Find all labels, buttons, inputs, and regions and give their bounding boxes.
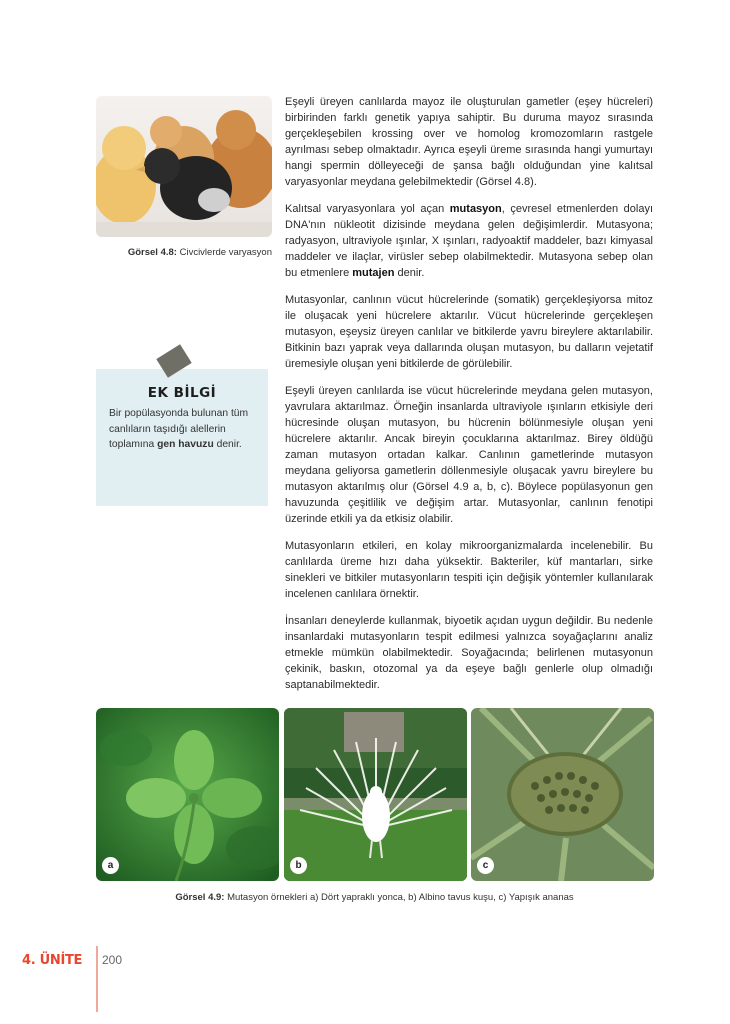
gen-havuzu-term: gen havuzu — [157, 439, 214, 450]
info-box-text: Bir popülasyonda bulunan tüm canlıların taşıdığı alellerin toplamına gen havuzu denir. — [109, 408, 249, 450]
four-leaf-clover-photo — [96, 708, 279, 881]
chicks-photo — [96, 96, 272, 237]
unit-label: 4. ÜNİTE — [22, 953, 83, 968]
badge-c: c — [477, 857, 494, 874]
paragraph: Mutasyonlar, canlının vücut hücrelerinde (somatik) gerçekleşiyorsa mitoz ile oluşacak yeni hücrelere aktarılır. Vücut hücrelerinde gerçekleşen mutasyon, eşeysiz üreyen canlılar ve bitkilerde yavru bireylere aktarılabilir. Bitkinin bazı yaprak veya dallarında oluşan mutasyon, bu dalların vejetatif üremesiyle oluşan yeni bitkilerde de görülebilir. — [285, 294, 653, 370]
paragraph: Kalıtsal varyasyonlara yol açan mutasyon, çevresel etmenlerden dolayı DNA'nın nükleotit dizisinde meydana gelen değişimlerdir. Mutasyona; radyasyon, ultraviyole ışınlar, X ışınları, radyoaktif maddeler, bazı kimyasal maddeler ve ilaçlar, virüsler sebep olabilmektedir. Mutasyona sebep olan bu etmenlere mutajen denir. — [285, 203, 654, 279]
paragraph: Eşeyli üreyen canlılarda mayoz ile oluşturulan gametler (eşey hücreleri) birbirinden farklı genetik yapıya sahiptir. Bu duruma mayoz sırasında gerçekleşebilen krossing over ve homolog kromozomların rastgele ayrılması sebep olmaktadır. Ayrıca eşeyli üreme sırasında hangi yumurtayı hangi spermin dölleyeceği de şansa bağlı olduğundan yine kalıtsal varyasyonlar meydana gelebilmektedir (Görsel 4.8). — [285, 96, 653, 188]
main-text — [285, 94, 653, 704]
page-number: 200 — [102, 953, 123, 967]
footer-divider — [96, 946, 98, 1012]
badge-a: a — [102, 857, 119, 874]
paragraph: Eşeyli üreyen canlılarda ise vücut hücrelerinde meydana gelen mutasyon, yavrulara aktarılmaz. Örneğin insanlarda ultraviyole ışınların etkisiyle deri hücresinde oluşan mutasyon, bu hücrenin bölünmesiyle oluşan yeni hücrelere aktarılır. Ancak bireyin çocuklarına aktarılmaz. Birey öldüğü zaman mutasyon ortadan kalkar. Canlının gametlerinde mutasyon meydana geliyorsa gametlerin döllenmesiyle oluşacak yavru bireylere bu mutasyon aktarılmış olur (Görsel 4.9 a, b, c). Böylece popülasyonun gen havuzunda çeşitlilik ve değişim artar. Mutasyonlar, canlının fenotipi üzerinde etkili ya da etkisiz olabilir. — [285, 385, 653, 525]
figure-4-8-caption: Görsel 4.8: Civcivlerde varyasyon — [127, 247, 272, 258]
fasciated-pineapple-photo — [471, 708, 654, 881]
mutajen-term: mutajen — [352, 267, 395, 279]
paragraph: Mutasyonların etkileri, en kolay mikroorganizmalarda incelenebilir. Bu canlılarda üreme hızı daha yüksektir. Bakteriler, küf mantarları, sirke sinekleri ve bitkiler mutasyonların tespiti için değişik yöntemler kullanılarak incelenen canlılara örnektir. — [285, 540, 653, 600]
badge-b: b — [290, 857, 307, 874]
mutasyon-term: mutasyon — [449, 203, 502, 215]
albino-peacock-photo — [284, 708, 467, 881]
info-box-title: EK BİLGİ — [147, 385, 217, 401]
figure-4-9-caption: Görsel 4.9: Mutasyon örnekleri a) Dört yapraklı yonca, b) Albino tavus kuşu, c) Yapışık ananas — [175, 892, 574, 903]
paragraph: İnsanları deneylerde kullanmak, biyoetik açıdan uygun değildir. Bu nedenle insanlardaki mutasyonların tespit edilmesi yalnızca soyağaçlarını analiz etmekle mümkün olabilmektedir. Soyağacında; belirlenen mutasyonun çekinik, baskın, otozomal ya da eşeye bağlı genlerle olup olmadığı saptanabilmektedir. — [285, 615, 653, 691]
